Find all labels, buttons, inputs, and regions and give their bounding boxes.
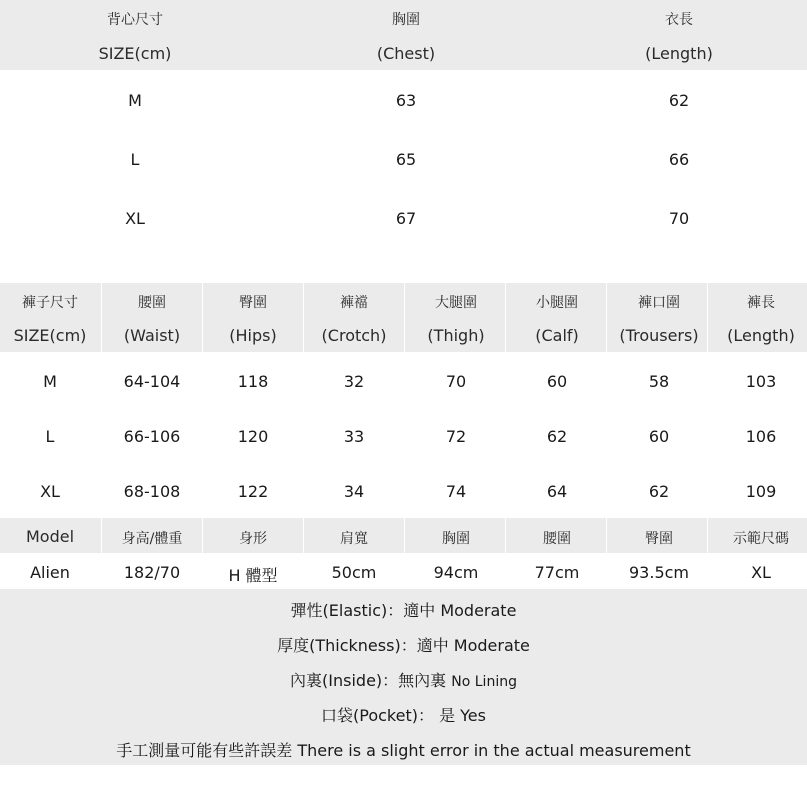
pants-row-xl-trousers: 62 (648, 482, 670, 501)
pants-row-xl-crotch: 34 (343, 482, 365, 501)
vest-col-length-en: (Length) (645, 44, 713, 63)
pants-col-trousers-en: (Trousers) (619, 326, 699, 345)
pants-row-l-calf: 62 (546, 427, 568, 446)
model-value-body-type: H 體型 (228, 566, 278, 585)
model-value-height-weight: 182/70 (123, 563, 181, 582)
pants-row-m-waist: 64-104 (123, 372, 181, 391)
note-elastic: 彈性(Elastic)：適中 Moderate (290, 601, 517, 620)
model-col-model: Model (25, 527, 75, 546)
pants-col-hips-en: (Hips) (229, 326, 277, 345)
note-inside (0, 668, 807, 691)
pants-col-length-zh: 褲長 (747, 295, 775, 311)
pants-row-m-crotch: 32 (343, 372, 365, 391)
vest-col-chest-zh: 胸圍 (392, 12, 420, 28)
pants-col-calf-en: (Calf) (535, 326, 579, 345)
pants-row-l-trousers: 60 (648, 427, 670, 446)
model-col-chest: 胸圍 (442, 531, 470, 547)
pants-row-xl-thigh: 74 (445, 482, 467, 501)
pants-col-crotch-zh: 褲襠 (340, 295, 368, 311)
vest-col-length-zh: 衣長 (665, 12, 693, 28)
model-value-hips: 93.5cm (628, 563, 690, 582)
note-thickness: 厚度(Thickness)：適中 Moderate (277, 636, 530, 655)
vest-row-m-size: M (128, 91, 142, 110)
pants-row-m-thigh: 70 (445, 372, 467, 391)
pants-col-calf-zh: 小腿圍 (536, 295, 578, 311)
vest-row-xl-size: XL (125, 209, 145, 228)
vest-col-chest-en: (Chest) (376, 44, 436, 63)
pants-row-xl-calf: 64 (546, 482, 568, 501)
vest-col-size-en: SIZE(cm) (98, 44, 172, 63)
note-inside-en: No Lining (451, 674, 517, 690)
model-value-name: Alien (30, 563, 70, 582)
pants-row-m-length: 103 (745, 372, 777, 391)
vest-row-xl-chest: 67 (395, 209, 417, 228)
vest-row-m-length: 62 (668, 91, 690, 110)
model-col-hips: 臀圍 (645, 531, 673, 547)
pants-col-waist-zh: 腰圍 (138, 295, 166, 311)
pants-row-xl-waist: 68-108 (123, 482, 181, 501)
pants-col-hips-zh: 臀圍 (239, 295, 267, 311)
pants-row-l-crotch: 33 (343, 427, 365, 446)
note-pocket: 口袋(Pocket)： 是 Yes (321, 706, 486, 725)
pants-col-thigh-zh: 大腿圍 (435, 295, 477, 311)
note-inside-zh: 內裏(Inside)：無內裏 (290, 671, 447, 690)
pants-row-l-hips: 120 (237, 427, 269, 446)
pants-col-length-en: (Length) (727, 326, 795, 345)
note-measurement-error: 手工測量可能有些許誤差 There is a slight error in the actual measurement (116, 741, 691, 760)
vest-row-l-chest: 65 (395, 150, 417, 169)
pants-row-m-size: M (43, 372, 57, 391)
pants-col-thigh-en: (Thigh) (427, 326, 485, 345)
model-col-height-weight: 身高/體重 (121, 531, 183, 547)
pants-col-trousers-zh: 褲口圍 (638, 295, 680, 311)
vest-col-size-zh: 背心尺寸 (107, 12, 163, 28)
pants-row-m-hips: 118 (237, 372, 269, 391)
model-value-waist: 77cm (534, 563, 580, 582)
pants-col-size-zh: 褲子尺寸 (22, 295, 78, 311)
model-col-size-worn: 示範尺碼 (733, 531, 789, 547)
model-col-shoulder: 肩寬 (340, 531, 368, 547)
model-value-chest: 94cm (433, 563, 479, 582)
pants-col-size-en: SIZE(cm) (13, 326, 87, 345)
pants-row-xl-hips: 122 (237, 482, 269, 501)
pants-row-l-size: L (45, 427, 55, 446)
pants-col-waist-en: (Waist) (123, 326, 181, 345)
model-value-shoulder: 50cm (331, 563, 377, 582)
model-col-body-type: 身形 (239, 531, 267, 547)
vest-row-m-chest: 63 (395, 91, 417, 110)
vest-row-l-length: 66 (668, 150, 690, 169)
pants-row-l-thigh: 72 (445, 427, 467, 446)
vest-row-l-size: L (130, 150, 140, 169)
pants-row-m-trousers: 58 (648, 372, 670, 391)
pants-row-xl-length: 109 (745, 482, 777, 501)
pants-row-l-length: 106 (745, 427, 777, 446)
model-col-waist: 腰圍 (543, 531, 571, 547)
pants-row-l-waist: 66-106 (123, 427, 181, 446)
model-value-size-worn: XL (751, 563, 771, 582)
pants-col-crotch-en: (Crotch) (321, 326, 387, 345)
pants-row-m-calf: 60 (546, 372, 568, 391)
vest-row-xl-length: 70 (668, 209, 690, 228)
pants-row-xl-size: XL (40, 482, 60, 501)
